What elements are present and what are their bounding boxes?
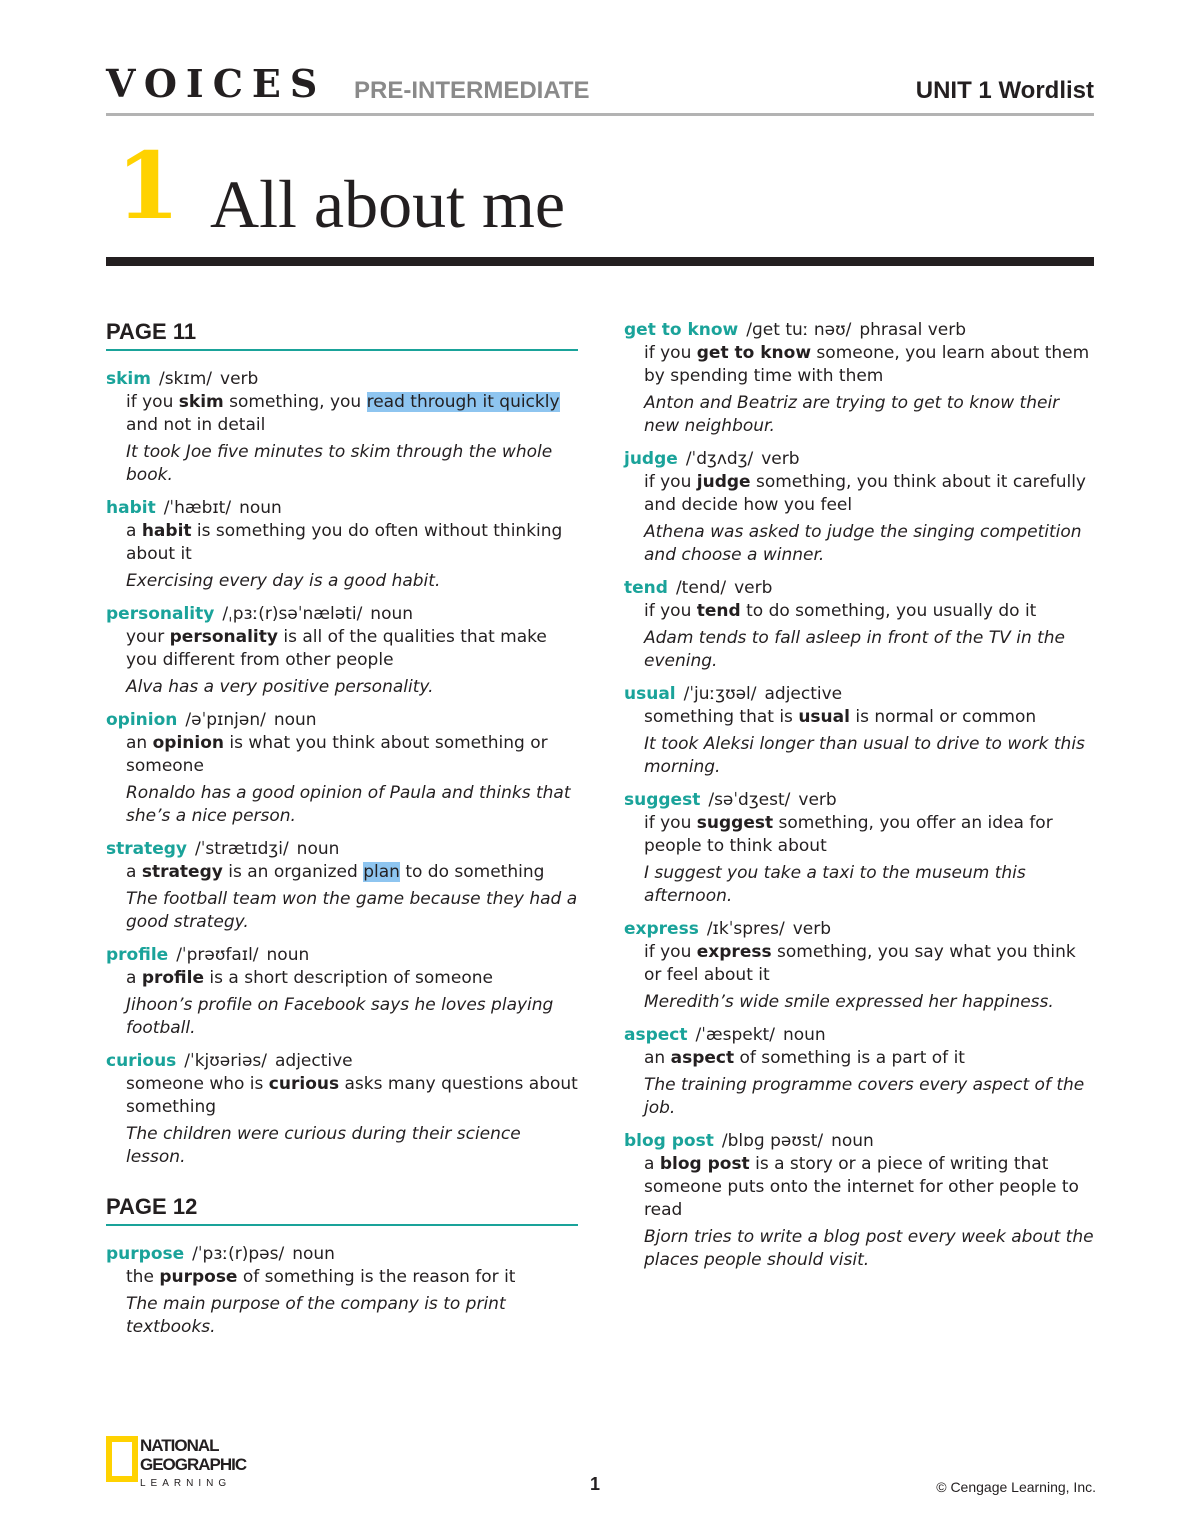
headword: suggest [624,790,701,810]
definition: an opinion is what you think about something or someone [126,733,548,776]
definition: your personality is all of the qualities that make you different from other people [126,627,547,670]
unit-title: All about me [210,166,566,242]
example-sentence: I suggest you take a taxi to the museum this afternoon. [644,863,1026,906]
entry-suggest [624,788,1096,908]
part-of-speech: phrasal verb [859,320,967,340]
pronunciation: /səˈdʒest/ [708,790,791,810]
definition: a strategy is an organized plan to do something [126,862,545,882]
pronunciation: /ˈæspekt/ [695,1025,775,1045]
part-of-speech: verb [792,919,832,939]
pronunciation: /ˌpɜː(r)səˈnæləti/ [222,604,363,624]
definition: a profile is a short description of someone [126,968,493,988]
headword: strategy [106,839,188,859]
pronunciation: /ˈkjʊəriəs/ [184,1051,267,1071]
definition: if you skim something, you read through it quickly and not in detail [126,392,560,435]
right-column [624,318,1096,1281]
example-sentence: Anton and Beatriz are trying to get to know their new neighbour. [644,393,1060,436]
entry-blog-post [624,1129,1096,1272]
pronunciation: /ˈpɜː(r)pəs/ [192,1244,285,1264]
entry-curious [106,1049,578,1169]
part-of-speech: noun [370,604,414,624]
pronunciation: /əˈpɪnjən/ [185,710,266,730]
header-divider [106,113,1094,116]
definition: something that is usual is normal or common [644,707,1037,727]
copyright: © Cengage Learning, Inc. [936,1479,1096,1495]
highlighted-text[interactable]: plan [363,862,400,882]
entry-profile [106,943,578,1040]
headword: habit [106,498,156,518]
definition: an aspect of something is a part of it [644,1048,965,1068]
headword: get to know [624,320,739,340]
series-brand: VOICES [106,61,327,106]
entry-skim [106,367,578,487]
pronunciation: /blɒɡ pəʊst/ [721,1131,824,1151]
definition: if you suggest something, you offer an idea for people to think about [644,813,1053,856]
entry-personality [106,602,578,699]
pronunciation: /ˈstrætɪdʒi/ [195,839,289,859]
example-sentence: Athena was asked to judge the singing competition and choose a winner. [644,522,1082,565]
example-sentence: Jihoon’s profile on Facebook says he loves playing football. [126,995,554,1038]
headword: tend [624,578,668,598]
example-sentence: Adam tends to fall asleep in front of the TV in the evening. [644,628,1066,671]
part-of-speech: adjective [764,684,843,704]
section-heading-page-12: PAGE 12 [106,1193,578,1226]
example-sentence: Meredith’s wide smile expressed her happiness. [644,992,1054,1012]
part-of-speech: verb [798,790,837,810]
entry-get-to-know [624,318,1096,438]
pronunciation: /ˈjuːʒʊəl/ [683,684,757,704]
part-of-speech: noun [296,839,340,859]
part-of-speech: verb [734,578,773,598]
entry-strategy [106,837,578,934]
example-sentence: The football team won the game because they had a good strategy. [126,889,578,932]
part-of-speech: noun [273,710,317,730]
part-of-speech: noun [266,945,310,965]
part-of-speech: noun [782,1025,826,1045]
example-sentence: It took Aleksi longer than usual to drive to work this morning. [644,734,1085,777]
pronunciation: /skɪm/ [158,369,213,389]
example-sentence: The children were curious during their science lesson. [126,1124,521,1167]
headword: curious [106,1051,177,1071]
example-sentence: It took Joe five minutes to skim through the whole book. [126,442,553,485]
page-number: 1 [590,1474,601,1494]
national-geographic-logo [106,1434,256,1494]
headword: personality [106,604,215,624]
logo-wordmark: NATIONAL GEOGRAPHIC [140,1436,247,1474]
definition: if you judge something, you think about it carefully and decide how you feel [644,472,1086,515]
definition: if you tend to do something, you usually do it [644,601,1037,621]
unit-label: UNIT 1 Wordlist [915,77,1094,104]
headword: usual [624,684,676,704]
example-sentence: Alva has a very positive personality. [126,677,434,697]
example-sentence: The main purpose of the company is to print textbooks. [126,1294,506,1337]
entry-aspect [624,1023,1096,1120]
entry-purpose [106,1242,578,1339]
definition: if you get to know someone, you learn about them by spending time with them [644,343,1090,386]
entry-judge [624,447,1096,567]
example-sentence: The training programme covers every aspect of the job. [644,1075,1085,1118]
headword: opinion [106,710,178,730]
definition: a habit is something you do often without thinking about it [126,521,563,564]
headword: express [624,919,699,939]
definition: a blog post is a story or a piece of writing that someone puts onto the internet for other people to read [644,1154,1079,1220]
pronunciation: /ˈprəʊfaɪl/ [176,945,259,965]
page-header [106,62,1094,114]
left-column [106,318,578,1348]
course-level: PRE-INTERMEDIATE [354,77,590,104]
part-of-speech: noun [239,498,282,518]
entry-usual [624,682,1096,779]
title-divider [106,257,1094,266]
part-of-speech: noun [292,1244,335,1264]
headword: skim [106,369,151,389]
part-of-speech: noun [831,1131,874,1151]
yellow-border-icon [106,1436,138,1482]
part-of-speech: adjective [274,1051,353,1071]
pronunciation: /ɡet tuː nəʊ/ [746,320,852,340]
pronunciation: /ˈdʒʌdʒ/ [685,449,754,469]
pronunciation: /ɪkˈspres/ [706,919,785,939]
pronunciation: /tend/ [675,578,727,598]
entry-express [624,917,1096,1014]
unit-number: 1 [116,132,181,240]
pronunciation: /ˈhæbɪt/ [163,498,232,518]
highlighted-text[interactable]: read through it quickly [366,392,560,412]
definition: if you express something, you say what you think or feel about it [644,942,1076,985]
headword: aspect [624,1025,688,1045]
part-of-speech: verb [220,369,259,389]
entry-opinion [106,708,578,828]
example-sentence: Exercising every day is a good habit. [126,571,441,591]
headword: judge [624,449,678,469]
definition: someone who is curious asks many questions about something [126,1074,578,1117]
logo-subtitle: LEARNING [140,1478,232,1489]
example-sentence: Ronaldo has a good opinion of Paula and thinks that she’s a nice person. [126,783,571,826]
headword: purpose [106,1244,185,1264]
section-heading-page-11: PAGE 11 [106,318,578,351]
headword: blog post [624,1131,714,1151]
example-sentence: Bjorn tries to write a blog post every week about the places people should visit. [644,1227,1094,1270]
definition: the purpose of something is the reason for it [126,1267,516,1287]
entry-habit [106,496,578,593]
part-of-speech: verb [761,449,800,469]
headword: profile [106,945,169,965]
entry-tend [624,576,1096,673]
